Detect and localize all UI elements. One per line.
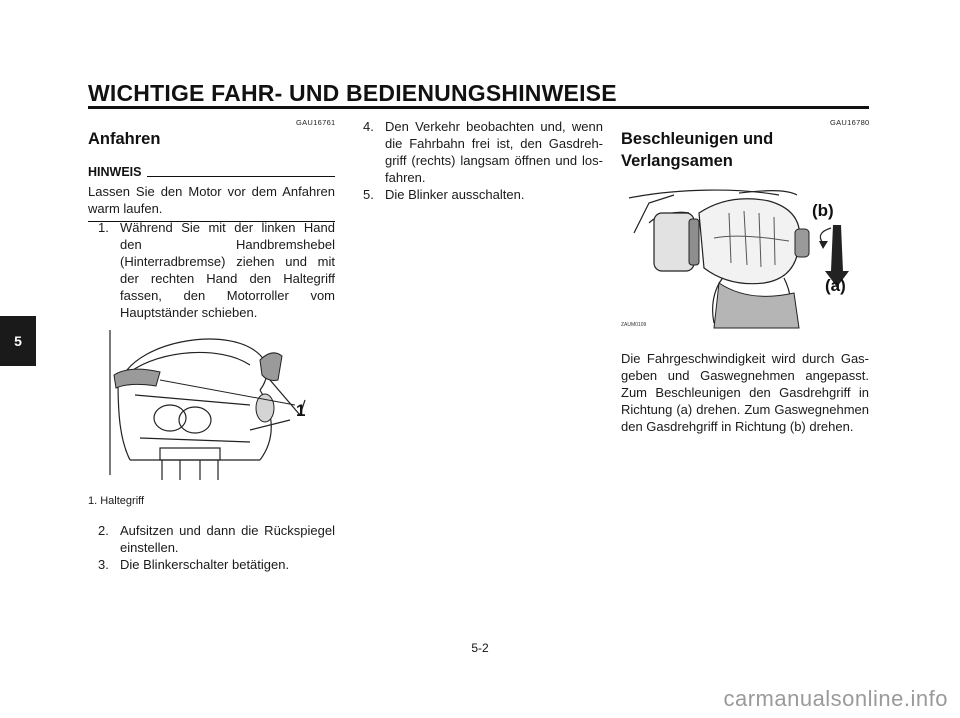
list-text: Die Blinker ausschalten. bbox=[385, 187, 525, 202]
list-item bbox=[363, 118, 603, 186]
list-text: Aufsitzen und dann die Rückspiegel einstellen. bbox=[120, 523, 335, 555]
throttle-grip-illustration bbox=[619, 183, 869, 333]
list-number: 1. bbox=[98, 220, 109, 235]
figure-label-a: (a) bbox=[825, 276, 846, 295]
section-heading-beschleunigen bbox=[621, 128, 869, 172]
list-number: 3. bbox=[98, 557, 109, 572]
steps-list-b bbox=[98, 522, 335, 573]
page-header-title: WICHTIGE FAHR- UND BEDIENUNGSHINWEISE bbox=[88, 80, 617, 106]
hinweis-label: HINWEIS bbox=[88, 165, 142, 179]
list-item bbox=[98, 219, 335, 321]
figure-caption-left: 1. Haltegriff bbox=[88, 495, 145, 507]
list-text: Während Sie mit der linken Hand den Handbremshebel (Hinterradbremse) ziehen und mit der rechten Hand den Haltegriff fassen, den Motorroller vom Hauptständer schieben. bbox=[120, 220, 335, 320]
list-text: Den Verkehr beobachten und, wenn die Fahrbahn frei ist, den Gasdreh-griff (rechts) langsam öffnen und los-fahren. bbox=[385, 119, 603, 185]
figure-code: ZAUM0109 bbox=[621, 322, 647, 328]
section-heading-anfahren bbox=[88, 128, 160, 150]
hinweis-box bbox=[88, 165, 335, 222]
list-number: 2. bbox=[98, 523, 109, 538]
list-item bbox=[98, 556, 335, 573]
heading-text: Anfahren bbox=[88, 130, 161, 148]
hinweis-text: Lassen Sie den Motor vor dem Anfahren warm laufen. bbox=[88, 184, 335, 216]
heading-line-1: Beschleunigen und bbox=[621, 130, 774, 148]
steps-list-middle bbox=[363, 118, 603, 203]
hinweis-header bbox=[88, 165, 335, 180]
heading-line-2: Verlangsamen bbox=[621, 152, 733, 170]
list-item bbox=[98, 522, 335, 556]
section-code-right: GAU16780 bbox=[830, 118, 870, 127]
chapter-tab[interactable]: 5 bbox=[0, 316, 36, 366]
list-number: 4. bbox=[363, 119, 374, 134]
watermark-logo[interactable]: carmanualsonline.info bbox=[723, 686, 948, 711]
page-number: 5-2 bbox=[471, 641, 489, 655]
section-code-left: GAU16761 bbox=[296, 118, 336, 127]
figure-label-b: (b) bbox=[812, 201, 834, 220]
list-number: 5. bbox=[363, 187, 374, 202]
header-rule bbox=[88, 106, 869, 109]
list-item bbox=[363, 186, 603, 203]
list-text: Die Blinkerschalter betätigen. bbox=[120, 557, 290, 572]
figure-callout-1: 1 bbox=[296, 401, 306, 420]
scooter-grab-handle-illustration bbox=[100, 320, 320, 488]
steps-list-a bbox=[98, 219, 335, 321]
paragraph-throttle: Die Fahrgeschwindigkeit wird durch Gas-geben und Gaswegnehmen angepasst. Zum Beschleunigen den Gasdrehgriff in Richtung (a) drehen. Zum Gaswegnehmen den Gasdrehgriff in Richtung (b) drehen. bbox=[621, 351, 869, 434]
hinweis-rule bbox=[147, 176, 335, 177]
